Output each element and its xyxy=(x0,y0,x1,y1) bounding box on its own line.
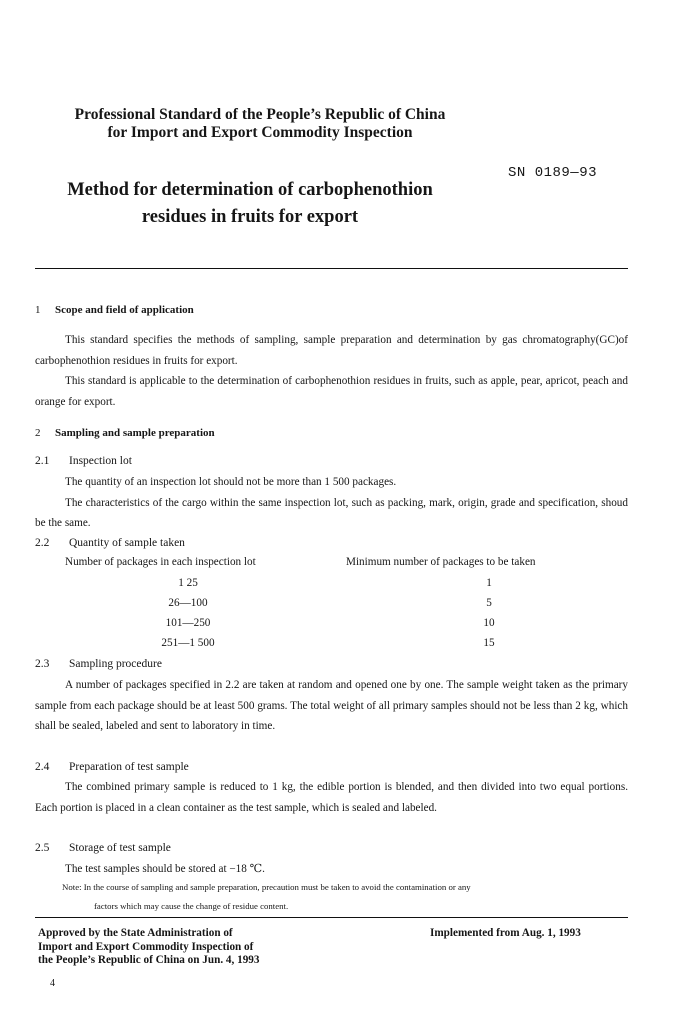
section-2-1-heading xyxy=(35,455,132,467)
note-line: factors which may cause the change of residue content. xyxy=(94,901,289,911)
section-number: 2.3 xyxy=(35,658,50,670)
section-title: Scope and field of application xyxy=(55,304,194,316)
section-title: Inspection lot xyxy=(69,455,132,467)
note xyxy=(62,878,632,916)
approval-statement xyxy=(38,927,260,968)
implementation-date: Implemented from Aug. 1, 1993 xyxy=(430,927,581,939)
approval-line: Approved by the State Administration of xyxy=(38,927,233,939)
paragraph: This standard is applicable to the determination of carbophenothion residues in fruits, such as apple, pear, apricot, peach and orange for export. xyxy=(35,375,628,408)
standard-header-line2: for Import and Export Commodity Inspection xyxy=(107,124,413,141)
section-1-body xyxy=(35,330,628,412)
table-cell-min: 10 xyxy=(483,617,495,629)
table-cell-lot: 1 25 xyxy=(178,577,198,589)
section-title: Preparation of test sample xyxy=(69,761,189,773)
section-number: 2 xyxy=(35,427,41,439)
section-number: 2.1 xyxy=(35,455,50,467)
paragraph: This standard specifies the methods of sampling, sample preparation and determination by gas chromatography(GC)of carbophenothion residues in fruits for export. xyxy=(35,334,628,367)
section-2-3-heading xyxy=(35,658,162,670)
table-cell-min: 15 xyxy=(483,637,495,649)
table-cell-min: 1 xyxy=(486,577,492,589)
section-number: 2.4 xyxy=(35,761,50,773)
standard-header-line1: Professional Standard of the People’s Republic of China xyxy=(74,106,446,123)
paragraph: A number of packages specified in 2.2 are taken at random and opened one by one. The sample weight taken as the primary sample from each package should be at least 500 grams. The total weight of all primary samples should not be less than 2 kg, which shall be sealed, labeled and sent to laboratory in time. xyxy=(35,679,628,732)
document-title-line2: residues in fruits for export xyxy=(141,207,359,227)
section-title: Quantity of sample taken xyxy=(69,537,185,549)
section-2-heading xyxy=(35,427,215,439)
section-number: 1 xyxy=(35,304,41,316)
table-cell-min: 5 xyxy=(486,597,492,609)
section-number: 2.2 xyxy=(35,537,50,549)
footer-divider xyxy=(35,917,628,918)
section-2-1-body xyxy=(35,472,628,534)
document-title-line1: Method for determination of carbophenothion xyxy=(67,180,433,200)
title-divider xyxy=(35,268,628,269)
section-2-5-heading xyxy=(35,842,171,854)
section-1-heading xyxy=(35,304,194,316)
table-col1-header: Number of packages in each inspection lot xyxy=(65,556,256,568)
paragraph: The combined primary sample is reduced to 1 kg, the edible portion is blended, and then divided into two equal portions. Each portion is placed in a clean container as the test sample, which is sealed and labeled. xyxy=(35,781,628,814)
section-title: Sampling and sample preparation xyxy=(55,427,215,439)
standard-number: SN 0189—93 xyxy=(508,165,598,181)
page-number: 4 xyxy=(50,978,55,989)
table-col2-header: Minimum number of packages to be taken xyxy=(346,556,536,568)
section-2-4-heading xyxy=(35,761,189,773)
section-number: 2.5 xyxy=(35,842,50,854)
table-cell-lot: 26—100 xyxy=(168,597,208,609)
section-2-2-heading xyxy=(35,537,185,549)
approval-line: the People’s Republic of China on Jun. 4, 1993 xyxy=(38,954,260,966)
table-cell-lot: 251—1 500 xyxy=(161,637,215,649)
note-line: Note: In the course of sampling and sample preparation, precaution must be taken to avoid the contamination or any xyxy=(62,882,471,892)
paragraph: The characteristics of the cargo within the same inspection lot, such as packing, mark, origin, grade and specification, shoud be the same. xyxy=(35,496,628,529)
approval-line: Import and Export Commodity Inspection of xyxy=(38,940,254,953)
section-title: Sampling procedure xyxy=(69,658,162,670)
section-2-3-body xyxy=(35,675,628,737)
table-cell-lot: 101—250 xyxy=(165,617,211,629)
paragraph: The quantity of an inspection lot should not be more than 1 500 packages. xyxy=(65,476,397,488)
section-2-5-body xyxy=(35,859,628,880)
section-2-4-body xyxy=(35,777,628,818)
section-title: Storage of test sample xyxy=(69,842,171,854)
paragraph: The test samples should be stored at −18 ℃. xyxy=(65,863,265,875)
